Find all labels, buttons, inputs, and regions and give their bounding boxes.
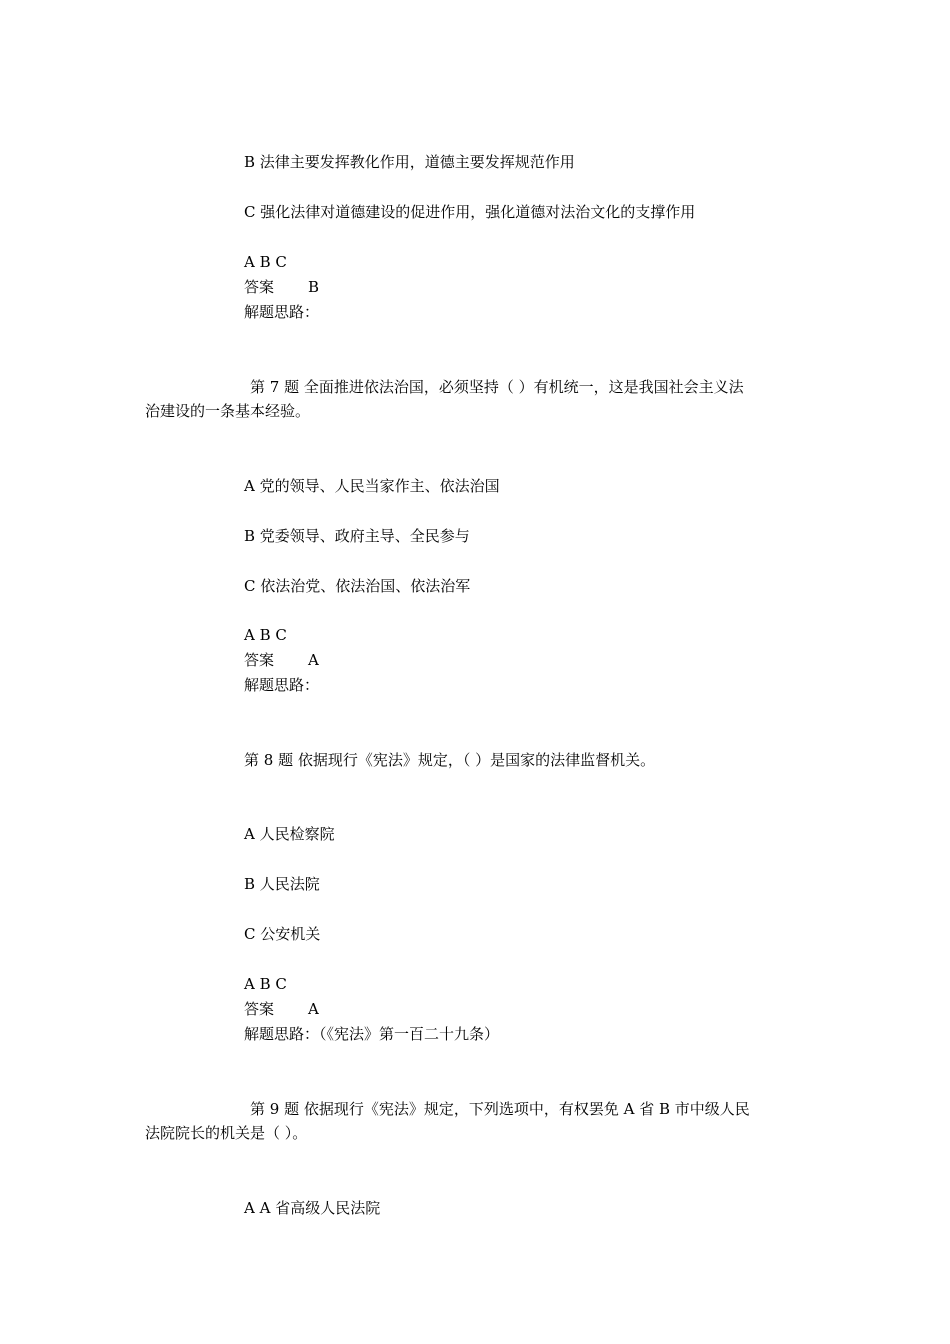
q6-analysis: 解题思路：	[244, 303, 320, 321]
answer-value: B	[308, 278, 320, 296]
q8-choices: A B C	[244, 975, 287, 993]
q6-option-b: B 法律主要发挥教化作用，道德主要发挥规范作用	[244, 153, 575, 171]
q7-choices: A B C	[244, 626, 287, 644]
q7-question-line1: 第 7 题 全面推进依法治国，必须坚持（ ）有机统一，这是我国社会主义法	[250, 378, 744, 396]
q9-option-a: A A 省高级人民法院	[244, 1199, 381, 1217]
q6-option-c: C 强化法律对道德建设的促进作用，强化道德对法治文化的支撑作用	[244, 203, 696, 221]
q8-analysis: 解题思路：（《宪法》第一百二十九条）	[244, 1025, 500, 1043]
q8-option-c: C 公安机关	[244, 925, 321, 943]
q6-choices: A B C	[244, 253, 287, 271]
q9-question-line1: 第 9 题 依据现行《宪法》规定，下列选项中，有权罢免 A 省 B 市中级人民	[250, 1100, 750, 1118]
q7-option-b: B 党委领导、政府主导、全民参与	[244, 527, 470, 545]
q8-answer	[244, 998, 319, 1020]
answer-label: 答案	[244, 651, 275, 669]
q8-question-line1: 第 8 题 依据现行《宪法》规定，（ ）是国家的法律监督机关。	[244, 751, 656, 769]
q7-analysis: 解题思路：	[244, 676, 320, 694]
q7-option-c: C 依法治党、依法治国、依法治军	[244, 577, 471, 595]
q7-option-a: A 党的领导、人民当家作主、依法治国	[244, 477, 500, 495]
answer-label: 答案	[244, 278, 275, 296]
q8-option-b: B 人民法院	[244, 875, 320, 893]
answer-value: A	[308, 651, 319, 669]
q6-answer	[244, 276, 319, 298]
answer-value: A	[308, 1000, 319, 1018]
q9-question-line2: 法院院长的机关是（ ）。	[145, 1124, 308, 1142]
q7-answer	[244, 649, 319, 671]
q8-option-a: A 人民检察院	[244, 825, 335, 843]
answer-label: 答案	[244, 1000, 275, 1018]
q7-question-line2: 治建设的一条基本经验。	[145, 402, 311, 420]
